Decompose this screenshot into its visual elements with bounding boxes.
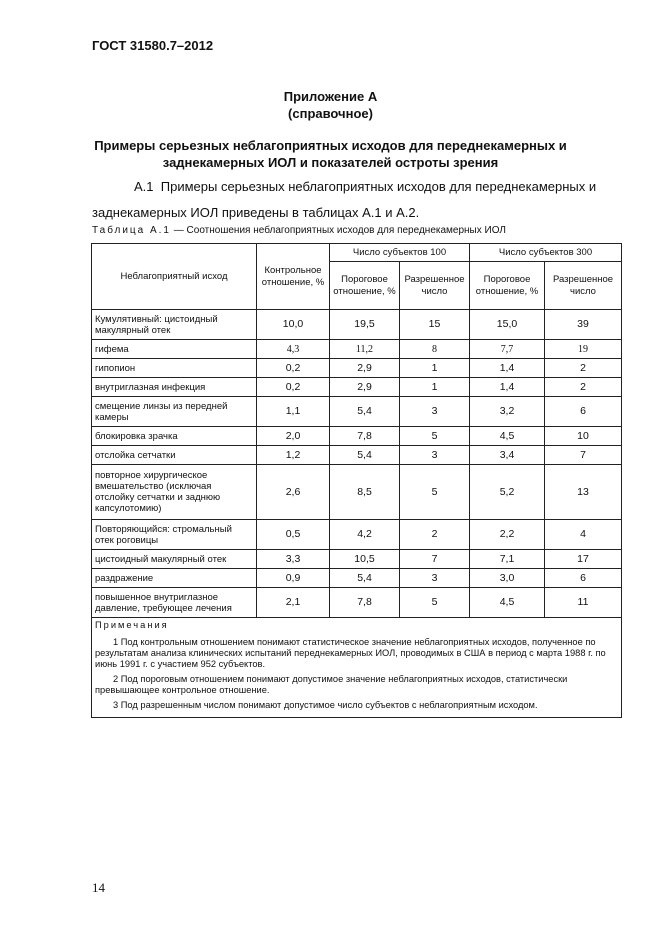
note-2: 2 Под пороговым отношением понимают допустимое значение неблагоприятных исходов, статистически превышающее контрольное отношение. (95, 674, 568, 695)
cell-threshold-300: 7,7 (470, 340, 545, 359)
cell-control: 2,1 (257, 588, 330, 618)
table-row (92, 446, 622, 465)
cell-threshold-300: 2,2 (470, 520, 545, 550)
table-notes-row (92, 618, 622, 718)
cell-outcome: смещение линзы из передней камеры (92, 397, 257, 427)
cell-allowed-300: 11 (545, 588, 622, 618)
cell-outcome: раздражение (92, 569, 257, 588)
cell-control: 2,0 (257, 427, 330, 446)
cell-threshold-100: 4,2 (330, 520, 400, 550)
table-row (92, 340, 622, 359)
col-header-allowed-100: Разрешенное число (400, 262, 470, 310)
paragraph-text-line2: заднекамерных ИОЛ приведены в таблицах А.1 и А.2. (92, 205, 420, 220)
cell-outcome: цистоидный макулярный отек (92, 550, 257, 569)
col-header-group100: Число субъектов 100 (330, 244, 470, 262)
cell-threshold-100: 2,9 (330, 378, 400, 397)
cell-control: 0,2 (257, 378, 330, 397)
cell-control: 1,1 (257, 397, 330, 427)
table-row (92, 378, 622, 397)
table-row (92, 550, 622, 569)
cell-threshold-300: 4,5 (470, 588, 545, 618)
table-notes (92, 618, 622, 718)
table-row (92, 359, 622, 378)
cell-control: 2,6 (257, 465, 330, 520)
cell-allowed-300: 7 (545, 446, 622, 465)
appendix-heading (0, 88, 661, 122)
col-header-group300: Число субъектов 300 (470, 244, 622, 262)
cell-threshold-100: 2,9 (330, 359, 400, 378)
appendix-subtitle: (справочное) (288, 106, 373, 121)
cell-threshold-300: 1,4 (470, 378, 545, 397)
cell-threshold-300: 7,1 (470, 550, 545, 569)
cell-allowed-100: 3 (400, 446, 470, 465)
cell-threshold-100: 7,8 (330, 588, 400, 618)
cell-allowed-300: 10 (545, 427, 622, 446)
table-row (92, 465, 622, 520)
table-caption (92, 225, 506, 236)
paragraph-a1 (92, 174, 622, 226)
cell-threshold-100: 11,2 (330, 340, 400, 359)
cell-allowed-100: 3 (400, 397, 470, 427)
table-row (92, 310, 622, 340)
col-header-threshold-300: Пороговое отношение, % (470, 262, 545, 310)
paragraph-text-line1: Примеры серьезных неблагоприятных исходов для переднекамерных и (160, 179, 597, 194)
cell-control: 0,9 (257, 569, 330, 588)
cell-control: 3,3 (257, 550, 330, 569)
cell-allowed-100: 1 (400, 359, 470, 378)
cell-allowed-300: 17 (545, 550, 622, 569)
cell-allowed-300: 39 (545, 310, 622, 340)
cell-threshold-300: 3,0 (470, 569, 545, 588)
col-header-control: Контрольное отношение, % (257, 244, 330, 310)
table-row (92, 588, 622, 618)
cell-control: 1,2 (257, 446, 330, 465)
cell-outcome: гифема (92, 340, 257, 359)
section-heading-line2: заднекамерных ИОЛ и показателей остроты зрения (162, 155, 499, 170)
cell-threshold-300: 3,2 (470, 397, 545, 427)
cell-outcome: Повторяющийся: стромальный отек роговицы (92, 520, 257, 550)
cell-outcome: отслойка сетчатки (92, 446, 257, 465)
cell-allowed-100: 5 (400, 465, 470, 520)
cell-threshold-100: 5,4 (330, 569, 400, 588)
section-heading-line1: Примеры серьезных неблагоприятных исходов для переднекамерных и (94, 138, 567, 153)
cell-allowed-100: 1 (400, 378, 470, 397)
outcomes-table (91, 243, 622, 718)
cell-threshold-300: 3,4 (470, 446, 545, 465)
cell-threshold-100: 7,8 (330, 427, 400, 446)
note-1: 1 Под контрольным отношением понимают статистическое значение неблагоприятных исходов, полученное по результатам анализа клинических испытаний переднекамерных ИОЛ, проводимых в США в период с марта 1988 г. по июнь 1991 г. с участием 952 субъектов. (95, 637, 606, 669)
page-number: 14 (92, 880, 105, 895)
cell-threshold-100: 5,4 (330, 446, 400, 465)
cell-outcome: внутриглазная инфекция (92, 378, 257, 397)
notes-heading: Примечания (95, 620, 169, 630)
col-header-threshold-100: Пороговое отношение, % (330, 262, 400, 310)
cell-allowed-300: 2 (545, 359, 622, 378)
cell-allowed-300: 6 (545, 569, 622, 588)
cell-control: 0,5 (257, 520, 330, 550)
cell-outcome: Кумулятивный: цистоидный макулярный отек (92, 310, 257, 340)
cell-control: 10,0 (257, 310, 330, 340)
section-heading (0, 137, 661, 171)
cell-allowed-300: 19 (545, 340, 622, 359)
table-caption-prefix: Таблица А.1 (92, 225, 171, 236)
cell-outcome: повторное хирургическое вмешательство (исключая отслойку сетчатки и заднюю капсулотомию) (92, 465, 257, 520)
cell-allowed-100: 7 (400, 550, 470, 569)
cell-allowed-100: 3 (400, 569, 470, 588)
table-caption-text: — Соотношения неблагоприятных исходов для переднекамерных ИОЛ (171, 225, 506, 236)
cell-control: 4,3 (257, 340, 330, 359)
cell-threshold-300: 4,5 (470, 427, 545, 446)
cell-outcome: повышенное внутриглазное давление, требующее лечения (92, 588, 257, 618)
cell-threshold-300: 1,4 (470, 359, 545, 378)
col-header-outcome: Неблагоприятный исход (92, 244, 257, 310)
cell-threshold-100: 8,5 (330, 465, 400, 520)
cell-allowed-100: 5 (400, 588, 470, 618)
col-header-allowed-300: Разрешенное число (545, 262, 622, 310)
standard-designation: ГОСТ 31580.7–2012 (92, 38, 214, 53)
cell-allowed-100: 5 (400, 427, 470, 446)
cell-allowed-100: 15 (400, 310, 470, 340)
cell-outcome: гипопион (92, 359, 257, 378)
cell-allowed-300: 6 (545, 397, 622, 427)
cell-allowed-100: 2 (400, 520, 470, 550)
table-row (92, 427, 622, 446)
note-3: 3 Под разрешенным числом понимают допустимое число субъектов с неблагоприятным исходом. (113, 700, 538, 710)
table-row (92, 520, 622, 550)
cell-threshold-100: 5,4 (330, 397, 400, 427)
appendix-title: Приложение А (283, 89, 378, 104)
cell-outcome: блокировка зрачка (92, 427, 257, 446)
cell-allowed-300: 4 (545, 520, 622, 550)
cell-threshold-300: 15,0 (470, 310, 545, 340)
cell-threshold-300: 5,2 (470, 465, 545, 520)
table-row (92, 397, 622, 427)
paragraph-number: А.1 (134, 179, 154, 194)
cell-threshold-100: 19,5 (330, 310, 400, 340)
cell-allowed-100: 8 (400, 340, 470, 359)
cell-allowed-300: 13 (545, 465, 622, 520)
cell-control: 0,2 (257, 359, 330, 378)
cell-threshold-100: 10,5 (330, 550, 400, 569)
table-row (92, 569, 622, 588)
cell-allowed-300: 2 (545, 378, 622, 397)
